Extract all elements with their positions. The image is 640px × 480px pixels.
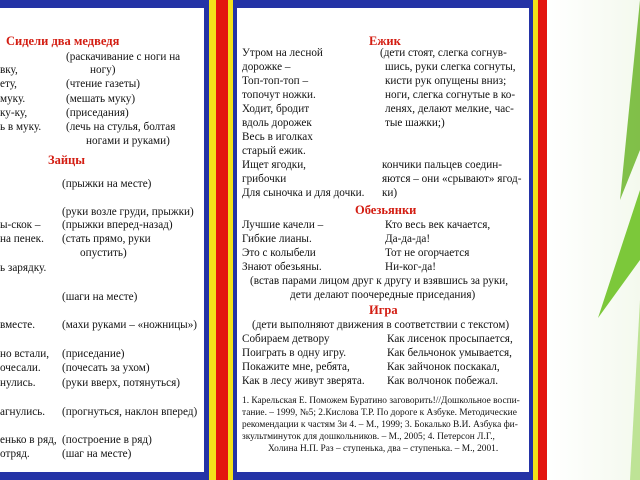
poem-action: (стать прямо, руки: [62, 233, 151, 245]
poem-action: (дети стоят, слегка согнув-: [380, 47, 507, 59]
poem-line: вку,: [0, 64, 18, 76]
poem-line: ету,: [0, 78, 17, 90]
poem-action: Как лисенок просыпается,: [387, 333, 513, 345]
poem-line: отряд.: [0, 448, 30, 460]
poem-line: муку.: [0, 93, 26, 105]
poem-line: ку-ку,: [0, 107, 28, 119]
poem-action: (руки возле груди, прыжки): [62, 206, 194, 218]
poem-action: Да-да-да!: [385, 233, 431, 245]
poem-line: Как в лесу живут зверята.: [242, 375, 365, 387]
poem-action: Как зайчонок поскакал,: [387, 361, 500, 373]
poem-line: енько в ряд,: [0, 434, 57, 446]
poem-line: Весь в иголках: [242, 131, 313, 143]
poem-line: вдоль дорожек: [242, 117, 312, 129]
poem-line: Топ-топ-топ –: [242, 75, 309, 87]
poem-title-igra: Игра: [369, 303, 398, 317]
poem-action: (чтение газеты): [66, 78, 141, 90]
poem-line: Собираем детвору: [242, 333, 330, 345]
poem-action: кисти рук опущены вниз;: [385, 75, 507, 87]
poem-action: (приседания): [66, 107, 129, 119]
poem-action: Как бельчонок умывается,: [387, 347, 512, 359]
poem-action: Кто весь век качается,: [385, 219, 491, 231]
poem-action: (почесать за ухом): [62, 362, 150, 374]
poem-line: ы-скок –: [0, 219, 41, 231]
poem-action: Тот не огорчается: [385, 247, 470, 259]
reference-line: 1. Карельская Е. Поможем Буратино заговорить!//Дошкольное воспи-: [242, 396, 520, 406]
poem-line: дорожке –: [242, 61, 291, 73]
poem-line: топочут ножки.: [242, 89, 316, 101]
poem-action: кончики пальцев соедин-: [382, 159, 502, 171]
poem-action: яются – они «срывают» ягод-: [382, 173, 522, 185]
poem-line: агнулись.: [0, 406, 46, 418]
poem-line: Поиграть в одну игру.: [242, 347, 347, 359]
poem-line: ь в муку.: [0, 121, 42, 133]
poem-line: Знают обезьяны.: [242, 261, 322, 273]
poem-line: Лучшие качели –: [242, 219, 324, 231]
poem-line: Гибкие лианы.: [242, 233, 312, 245]
green-arrow-decoration: [560, 0, 640, 480]
poem-note: (дети выполняют движения в соответствии с текстом): [252, 319, 510, 331]
poem-action: шись, руки слегка согнуты,: [385, 61, 516, 73]
poem-line: Ходит, бродит: [242, 103, 310, 115]
reference-line: зкультминуток для дошкольников. – М., 2005; 4. Петерсон Л.Г.,: [242, 432, 495, 442]
reference-line: тание. – 1999, №5; 2.Кислова Т.Р. По дороге к Азбуке. Методические: [242, 408, 517, 418]
poem-line: очесали.: [0, 362, 41, 374]
poem-action: (прыжки вперед-назад): [62, 219, 173, 231]
poem-line: вместе.: [0, 319, 36, 331]
poem-action: (лечь на стулья, болтая: [66, 121, 176, 133]
poem-line: грибочки: [242, 173, 287, 185]
poem-action: ноги, слегка согнутые в ко-: [385, 89, 516, 101]
poem-action: (прогнуться, наклон вперед): [62, 406, 198, 418]
poem-action: Ни-ког-да!: [385, 261, 436, 273]
poem-action: (руки вверх, потянуться): [62, 377, 180, 389]
poem-line: Покажите мне, ребята,: [242, 361, 350, 373]
poem-action: ногу): [90, 64, 116, 76]
poem-title-medvedi: Сидели два медведя: [6, 34, 120, 48]
poem-action: тые шажки;): [385, 117, 445, 129]
poem-line: старый ежик.: [242, 145, 306, 157]
poem-line: нулись.: [0, 377, 36, 389]
poem-title-zaitsy: Зайцы: [48, 153, 86, 167]
poem-action: (раскачивание с ноги на: [66, 51, 181, 63]
poem-action: (мешать муку): [66, 93, 136, 105]
poem-action: (приседание): [62, 348, 125, 360]
poem-line: Ищет ягодки,: [242, 159, 306, 171]
reference-line: Холина Н.П. Раз – ступенька, два – ступенька. – М., 2001.: [268, 444, 499, 454]
poem-line: Это с колыбели: [242, 247, 316, 259]
poem-line: на пенек.: [0, 233, 44, 245]
poem-action: (шаг на месте): [62, 448, 132, 460]
poem-action: опустить): [80, 247, 127, 259]
poem-action: (шаги на месте): [62, 291, 138, 303]
reference-line: рекомендации к частям 3и 4. – М., 1999; 3. Бокалько В.И. Азбука фи-: [242, 420, 518, 430]
poem-title-ezhik: Ежик: [369, 34, 401, 48]
poem-line: но встали,: [0, 348, 50, 360]
poem-note: (встав парами лицом друг к другу и взявшись за руки,: [250, 275, 509, 287]
poem-action: Как волчонок побежал.: [387, 375, 499, 387]
poem-action: (прыжки на месте): [62, 178, 152, 190]
poem-note: дети делают поочередные приседания): [290, 289, 476, 301]
poem-action: ногами и руками): [86, 135, 170, 147]
poem-title-obezyanki: Обезьянки: [355, 203, 417, 217]
poem-action: ки): [382, 187, 398, 199]
poem-line: ь зарядку.: [0, 262, 47, 274]
poem-action: ленях, делают мелкие, час-: [385, 103, 514, 115]
poem-action: (махи руками – «ножницы»): [62, 319, 198, 331]
poem-action: (построение в ряд): [62, 434, 152, 446]
poem-line: Утром на лесной: [242, 47, 323, 59]
poem-line: Для сыночка и для дочки.: [242, 187, 365, 199]
